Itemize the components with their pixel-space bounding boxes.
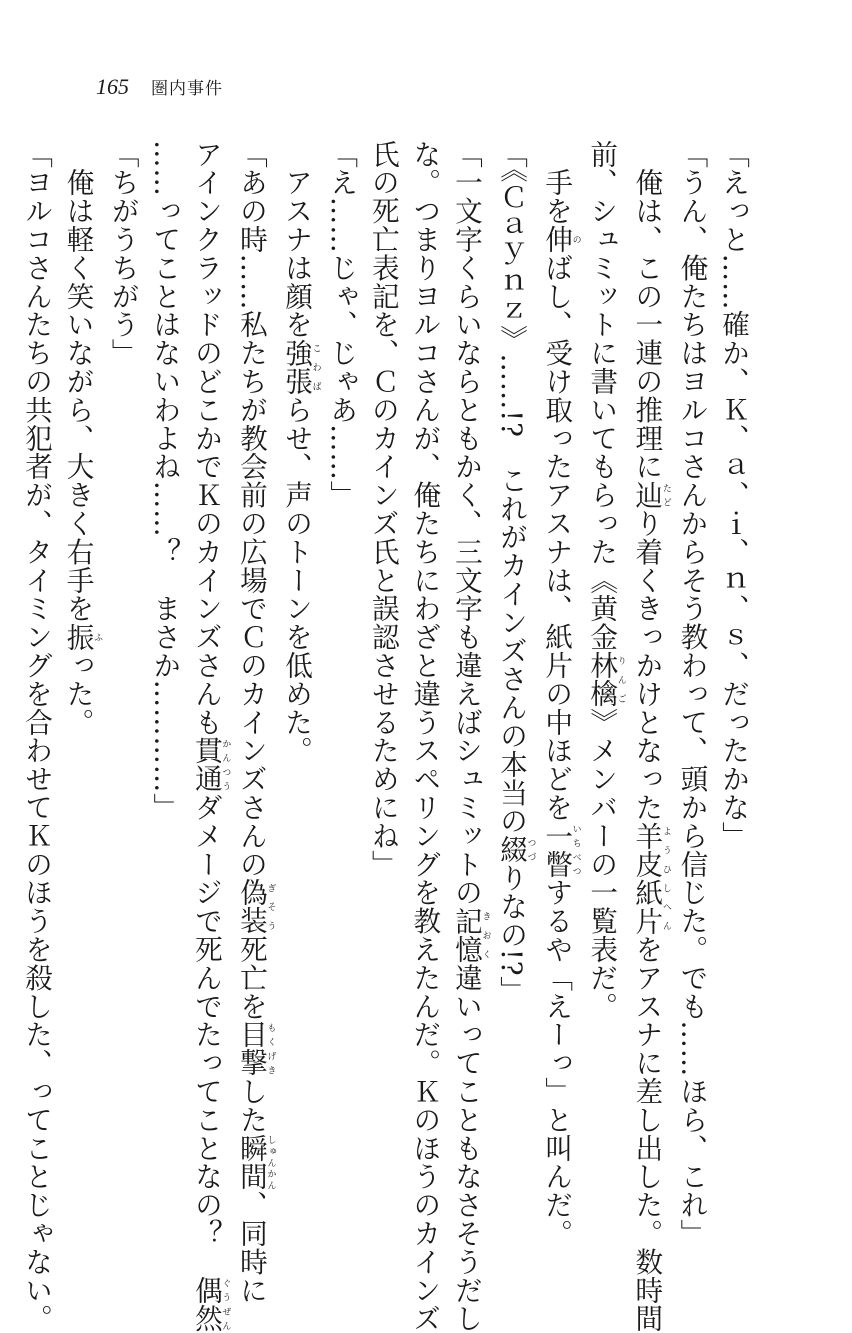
text-line: アスナは顔を強張こわばらせ、声のトーンを低めた。 — [280, 140, 321, 765]
text-line: ……ってことはないわよね……？ まさか…………」 — [148, 140, 182, 822]
text-line: な。つまりヨルコさんが、俺たちにわざと違うスペリングを教えたんだ。Ｋのほうのカインズ — [408, 140, 442, 1333]
ruby-text: かんつう — [220, 736, 231, 794]
ruby-text: の — [570, 225, 581, 254]
text-line: 「え……じゃ、じゃあ……」 — [325, 140, 359, 510]
ruby-text: ぎそう — [265, 878, 276, 936]
text-line: 氏の死亡表記を、Ｃのカインズ氏と誤認させるためにね」 — [366, 140, 400, 879]
text-line: 「《Ｃａｙｎｚ》……!? これがカインズさんの本当の綴つづりなの!?」 — [495, 140, 536, 1005]
text-line: 「ヨルコさんたちの共犯者が、タイミングを合わせてＫのほうを殺した、ってことじゃない。 — [20, 140, 53, 1333]
ruby-text: しゅんかん — [265, 1134, 276, 1191]
ruby-text: きおく — [480, 906, 491, 964]
page-number: 165 — [96, 74, 129, 99]
body-text — [20, 140, 754, 1333]
ruby-text: いちべつ — [570, 821, 581, 879]
running-head — [96, 74, 223, 104]
ruby-text: もくげき — [265, 1020, 276, 1078]
ruby-text: ようひしへん — [660, 821, 671, 936]
text-line: 俺は、この一連の推理に辿たどり着くきっかけとなった羊皮紙片ようひしへんをアスナに差し出した。数時間 — [630, 140, 671, 1333]
chapter-title: 圏内事件 — [151, 79, 223, 99]
ruby-text: りんご — [615, 651, 626, 709]
text-line: 「ちがうちがう」 — [106, 140, 140, 368]
ruby-text: ぐうぜん — [220, 1276, 231, 1333]
text-line: 俺は軽く笑いながら、大きく右手を振ふった。 — [61, 140, 103, 737]
text-line: 前、シュミットに書いてもらった《黄金林檎りんご》メンバーの一覧表だ。 — [585, 140, 626, 1021]
ruby-text: こわば — [310, 338, 321, 396]
text-line: 「あの時……私たちが教会前の広場でＣのカインズさんの偽装ぎそう死亡を目撃もくげきした瞬間しゅんかん、同時に — [234, 140, 276, 1305]
text-line: アインクラッドのどこかでＫのカインズさんも貫通かんつうダメージで死んでたってことなの？ 偶然ぐうぜん — [189, 140, 231, 1333]
ruby-text: たど — [660, 480, 671, 510]
ruby-text: ふ — [92, 622, 103, 652]
text-line: 「うん、俺たちはヨルコさんからそう教わって、頭から信じた。でも……ほら、これ」 — [675, 140, 709, 1248]
text-line: 「一文字くらいならともかく、三文字も違えばシュミットの記憶きおく違いってこともなさそうだし — [449, 140, 491, 1333]
text-line: 「えっと……確か、Ｋ、ａ、ｉ、ｎ、ｓ、だったかな」 — [717, 140, 750, 850]
ruby-text: つづ — [525, 835, 536, 864]
text-line: 手を伸のばし、受け取ったアスナは、紙片の中ほどを一瞥いちべつするや「えーっ」と叫んだ。 — [540, 140, 581, 1248]
